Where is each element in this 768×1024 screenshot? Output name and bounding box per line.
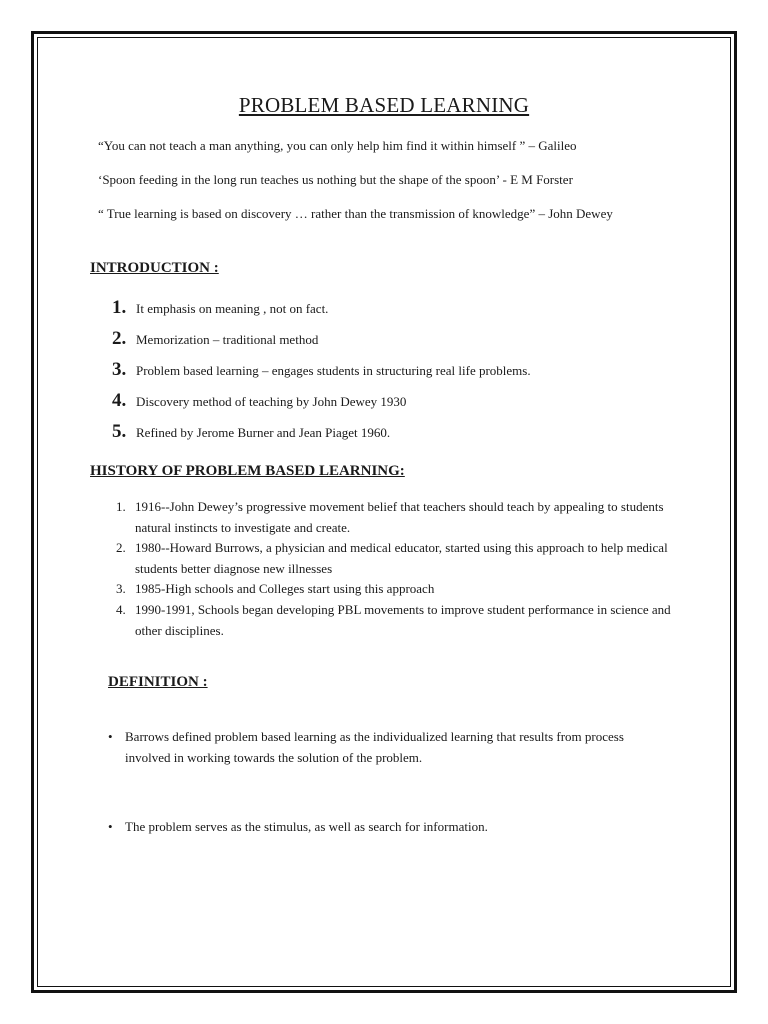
intro-list-item [112,329,318,350]
bullet-icon: • [108,729,113,744]
definition-bullet-item [108,817,668,838]
intro-item-number: 4. [112,390,127,411]
definition-bullet-item [108,727,668,768]
intro-list-item [112,422,390,443]
intro-item-text: Discovery method of teaching by John Dewey 1930 [136,394,407,409]
intro-item-number: 5. [112,421,127,442]
intro-list-item [112,391,406,412]
history-item-number: 4. [116,602,126,617]
intro-item-text: Memorization – traditional method [136,332,319,347]
intro-item-number: 3. [112,359,127,380]
page-title: PROBLEM BASED LEARNING [238,93,530,117]
history-item-text: 1990-1991, Schools began developing PBL movements to improve student performance in science and other disciplines. [135,602,671,638]
intro-item-text: It emphasis on meaning , not on fact. [136,301,329,316]
definition-heading: DEFINITION : [108,674,208,690]
history-item-number: 3. [116,581,126,596]
quote-dewey: “ True learning is based on discovery … rather than the transmission of knowledge” – John Dewey [98,206,613,221]
history-item-text: 1916--John Dewey’s progressive movement belief that teachers should teach by appealing to students natural instincts to investigate and create. [135,499,664,535]
intro-item-number: 1. [112,297,127,318]
intro-item-number: 2. [112,328,127,349]
history-heading: HISTORY OF PROBLEM BASED LEARNING: [90,463,405,479]
quote-galileo: “You can not teach a man anything, you can only help him find it within himself ” – Galileo [98,138,577,153]
history-item-text: 1980--Howard Burrows, a physician and medical educator, started using this approach to help medical students better diagnose new illnesses [135,540,668,576]
history-list-item [116,579,681,600]
intro-item-text: Problem based learning – engages students in structuring real life problems. [136,363,531,378]
bullet-icon: • [108,819,113,834]
definition-item-text: Barrows defined problem based learning as the individualized learning that results from process involved in working towards the solution of the problem. [125,729,624,765]
intro-list-item [112,298,328,319]
quote-forster: ‘Spoon feeding in the long run teaches us nothing but the shape of the spoon’ - E M Forster [98,172,573,187]
history-list-item [116,538,681,579]
definition-item-text: The problem serves as the stimulus, as well as search for information. [125,819,488,834]
intro-list-item [112,360,531,381]
intro-item-text: Refined by Jerome Burner and Jean Piaget 1960. [136,425,391,440]
history-list-item [116,497,681,538]
history-item-number: 2. [116,540,126,555]
history-list-item [116,600,681,641]
history-item-text: 1985-High schools and Colleges start using this approach [135,581,435,596]
introduction-heading: INTRODUCTION : [90,260,219,276]
history-item-number: 1. [116,499,126,514]
